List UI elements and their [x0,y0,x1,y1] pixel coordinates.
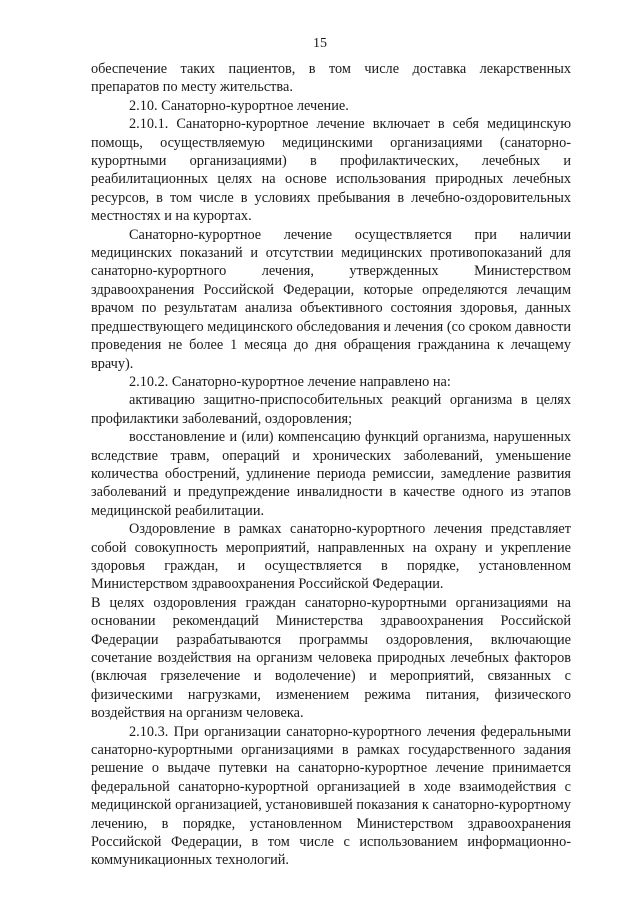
paragraph-activation: активацию защитно-приспособительных реакций организма в целях профилактики заболеваний, оздоровления; [91,392,571,427]
paragraph-continuation: обеспечение таких пациентов, в том числе доставка лекарственных препаратов по месту жительства. [91,61,571,96]
section-heading-2-10: 2.10. Санаторно-курортное лечение. [129,97,349,114]
paragraph-restoration: восстановление и (или) компенсацию функций организма, нарушенных вследствие травм, операций и хронических заболеваний, уменьшение количества обострений, удлинение периода ремиссии, замедление развития заболеваний и предупреждение инвалидности в качестве одного из этапов медицинской реабилитации. [91,429,571,519]
paragraph-2-10-3: 2.10.3. При организации санаторно-курортного лечения федеральными санаторно-курортными организациями в рамках государственного задания решение о выдаче путевки на санаторно-курортное лечение принимается федеральной санаторно-курортной организацией в ходе взаимодействия с медицинской организацией, установившей показания к санаторно-курортному лечению, в порядке, установленном Министерством здравоохранения Российской Федерации, в том числе с использованием информационно-коммуникационных технологий. [91,723,571,869]
paragraph-2-10-1: 2.10.1. Санаторно-курортное лечение включает в себя медицинскую помощь, осуществляемую медицинскими организациями (санаторно-курортными организациями) в профилактических, лечебных и реабилитационных целях на основе использования природных лечебных ресурсов, в том числе в условиях пребывания в лечебно-оздоровительных местностях и на курортах. [91,116,571,225]
document-body [91,60,571,870]
paragraph-programs: В целях оздоровления граждан санаторно-курортными организациями на основании рекомендаций Министерства здравоохранения Российской Федерации разрабатываются программы оздоровления, включающие сочетание воздействия на организм человека природных лечебных факторов (включая грязелечение и водолечение) и мероприятий, связанных с физическими нагрузками, изменением режима питания, физического воздействия на организм человека. [91,594,571,722]
paragraph-indications: Санаторно-курортное лечение осуществляется при наличии медицинских показаний и отсутствии медицинских противопоказаний для санаторно-курортного лечения, утвержденных Министерством здравоохранения Российской Федерации, которые определяются лечащим врачом по результатам анализа объективного состояния здоровья, данных предшествующего медицинского обследования и лечения (со сроком давности проведения не более 1 месяца до дня обращения гражданина к лечащему врачу). [91,226,571,372]
paragraph-health-improvement: Оздоровление в рамках санаторно-курортного лечения представляет собой совокупность мероприятий, направленных на охрану и укрепление здоровья граждан, и осуществляется в порядке, установленном Министерством здравоохранения Российской Федерации. [91,521,571,593]
paragraph-2-10-2: 2.10.2. Санаторно-курортное лечение направлено на: [129,373,451,390]
page-number: 15 [313,36,327,51]
